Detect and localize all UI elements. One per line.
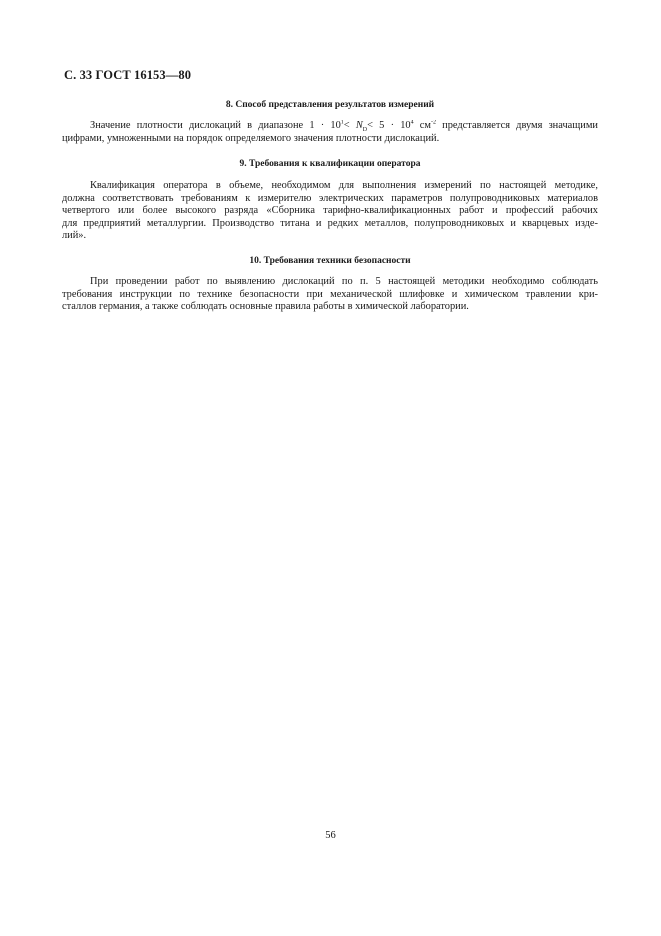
formula-variable: N	[355, 120, 363, 131]
formula-term: 1	[309, 120, 315, 131]
formula-exponent: -2	[430, 120, 436, 126]
paragraph-line: При проведении работ по выявлению дислокаций по п. 5 настоящей методики необходимо соблюдать	[90, 276, 598, 287]
formula-unit: см	[419, 120, 431, 131]
section-10-paragraph	[62, 276, 598, 314]
paragraph-line: цифрами, умноженными на порядок определяемого значения плотности дислокаций.	[62, 132, 440, 144]
formula-term: 10	[400, 120, 411, 131]
section-8-paragraph	[62, 120, 598, 145]
section-9-paragraph	[62, 180, 598, 243]
running-header: С. 33 ГОСТ 16153—80	[64, 68, 192, 82]
formula-term: 5	[379, 120, 385, 131]
formula-exponent: 1	[340, 120, 344, 126]
paragraph-line: для предприятий металлургии. Производство титана и редких металлов, полупроводниковых и кварцевых изде-	[62, 217, 598, 229]
text-run: Значение плотности дислокаций в диапазоне	[90, 120, 310, 131]
formula-exponent: 4	[410, 120, 414, 126]
page-number: 56	[325, 830, 336, 841]
paragraph-line: лий».	[62, 230, 87, 242]
formula-term: 10	[330, 120, 341, 131]
density-range-formula	[309, 120, 436, 131]
paragraph-line: должна соответствовать требованиям к измерителю электрических параметров полупроводниковых материалов	[62, 192, 598, 204]
formula-subscript: D	[362, 127, 368, 133]
formula-operator: <	[343, 120, 350, 131]
formula-operator: <	[367, 120, 373, 131]
section-10-title: 10. Требования техники безопасности	[249, 256, 411, 266]
paragraph-line	[62, 120, 598, 133]
paragraph-line: четвертого или более высокого разряда «Сборника тарифно-квалификационных работ и профессий рабочих	[62, 205, 598, 217]
formula-operator: ·	[320, 120, 325, 131]
paragraph-line: сталлов германия, а также соблюдать основные правила работы в химической лаборатории.	[62, 301, 469, 313]
formula-operator: ·	[390, 120, 395, 131]
paragraph-line: Квалификация оператора в объеме, необходимом для выполнения измерений по настоящей методике,	[90, 180, 598, 191]
section-8-title: 8. Способ представления результатов измерений	[225, 100, 435, 110]
text-run: представляется двумя значащими	[435, 120, 598, 131]
paragraph-line: требования инструкции по технике безопасности при механической шлифовке и химическом травлении кри-	[62, 288, 598, 300]
section-9-title: 9. Требования к квалификации оператора	[239, 159, 421, 169]
